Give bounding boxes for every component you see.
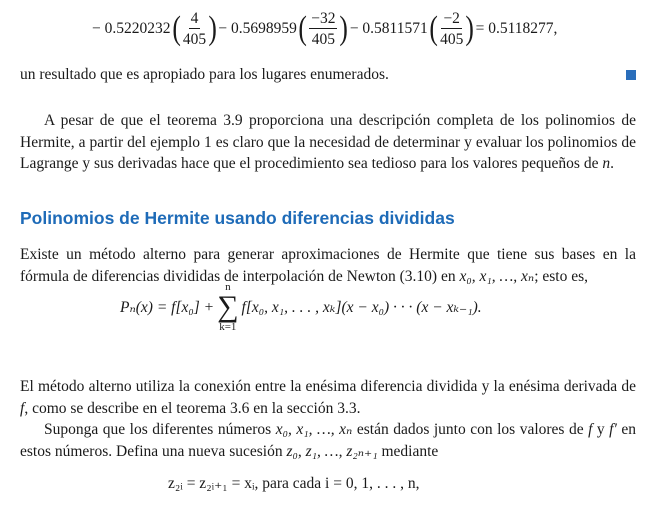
eq-result: = 0.5118277, (475, 20, 558, 37)
paragraph-3: El método alterno utiliza la conexión entre la enésima diferencia dividida y la enésima derivada de f, como se describe en el teorema 3.6 en la sección 3.3. (20, 378, 636, 417)
fraction-3: $\frac{-2}{405}$ (440, 9, 464, 48)
section-title: Polinomios de Hermite usando diferencias divididas (20, 208, 455, 228)
result-sentence: un resultado que es apropiado para los lugares enumerados. (20, 66, 389, 83)
newton-lhs: Pₙ(x) = f[x₀] + (120, 298, 215, 316)
fraction-1: $\frac{4}{405}$ (182, 9, 207, 48)
end-of-example-square-icon (626, 70, 636, 80)
newton-rhs: f[x₀, x₁, . . . , xₖ](x − x₀) · · · (x − xₖ₋₁). (241, 298, 482, 316)
paragraph-4: Suponga que los diferentes números x₀, x₁, …, xₙ están dados junto con los valores de f y f′ en estos números. Defina una nueva sucesión z₀, z₁, …, z₂ₙ₊₁ mediante (20, 421, 637, 460)
z-sequence-equation: z₂ᵢ = z₂ᵢ₊₁ = xᵢ, para cada i = 0, 1, . . . , n, (168, 475, 420, 492)
paragraph-2: Existe un método alterno para generar aproximaciones de Hermite que tiene sus bases en la fórmula de diferencias divididas de interpolación de Newton (3.10) en x₀, x₁, …, xₙ; esto es, (20, 246, 636, 285)
eq-coef-1: − 0.5220232 (92, 20, 171, 37)
newton-equation (120, 282, 482, 333)
fraction-2: $\frac{-32}{405}$ (311, 9, 336, 48)
eq-coef-3: − 0.5811571 (349, 20, 428, 37)
paragraph-1: A pesar de que el teorema 3.9 proporciona una descripción completa de los polinomios de Hermite, a partir del ejemplo 1 es claro que la necesidad de determinar y evaluar los polinomios de Lagrange y sus derivadas hace que el procedimiento sea tedioso para los valores pequeños de n. (20, 112, 636, 172)
equation-result: − 0.5220232 ( $\frac{4}{405}$ ) − 0.5698959 ( $\frac{-32}{405}$ ) − 0.5811571 ( $\frac{-2}{405}$ ) = 0.5118277, (92, 9, 558, 48)
eq-coef-2: − 0.5698959 (218, 20, 297, 37)
summation-icon: n ∑ k=1 (217, 281, 239, 333)
